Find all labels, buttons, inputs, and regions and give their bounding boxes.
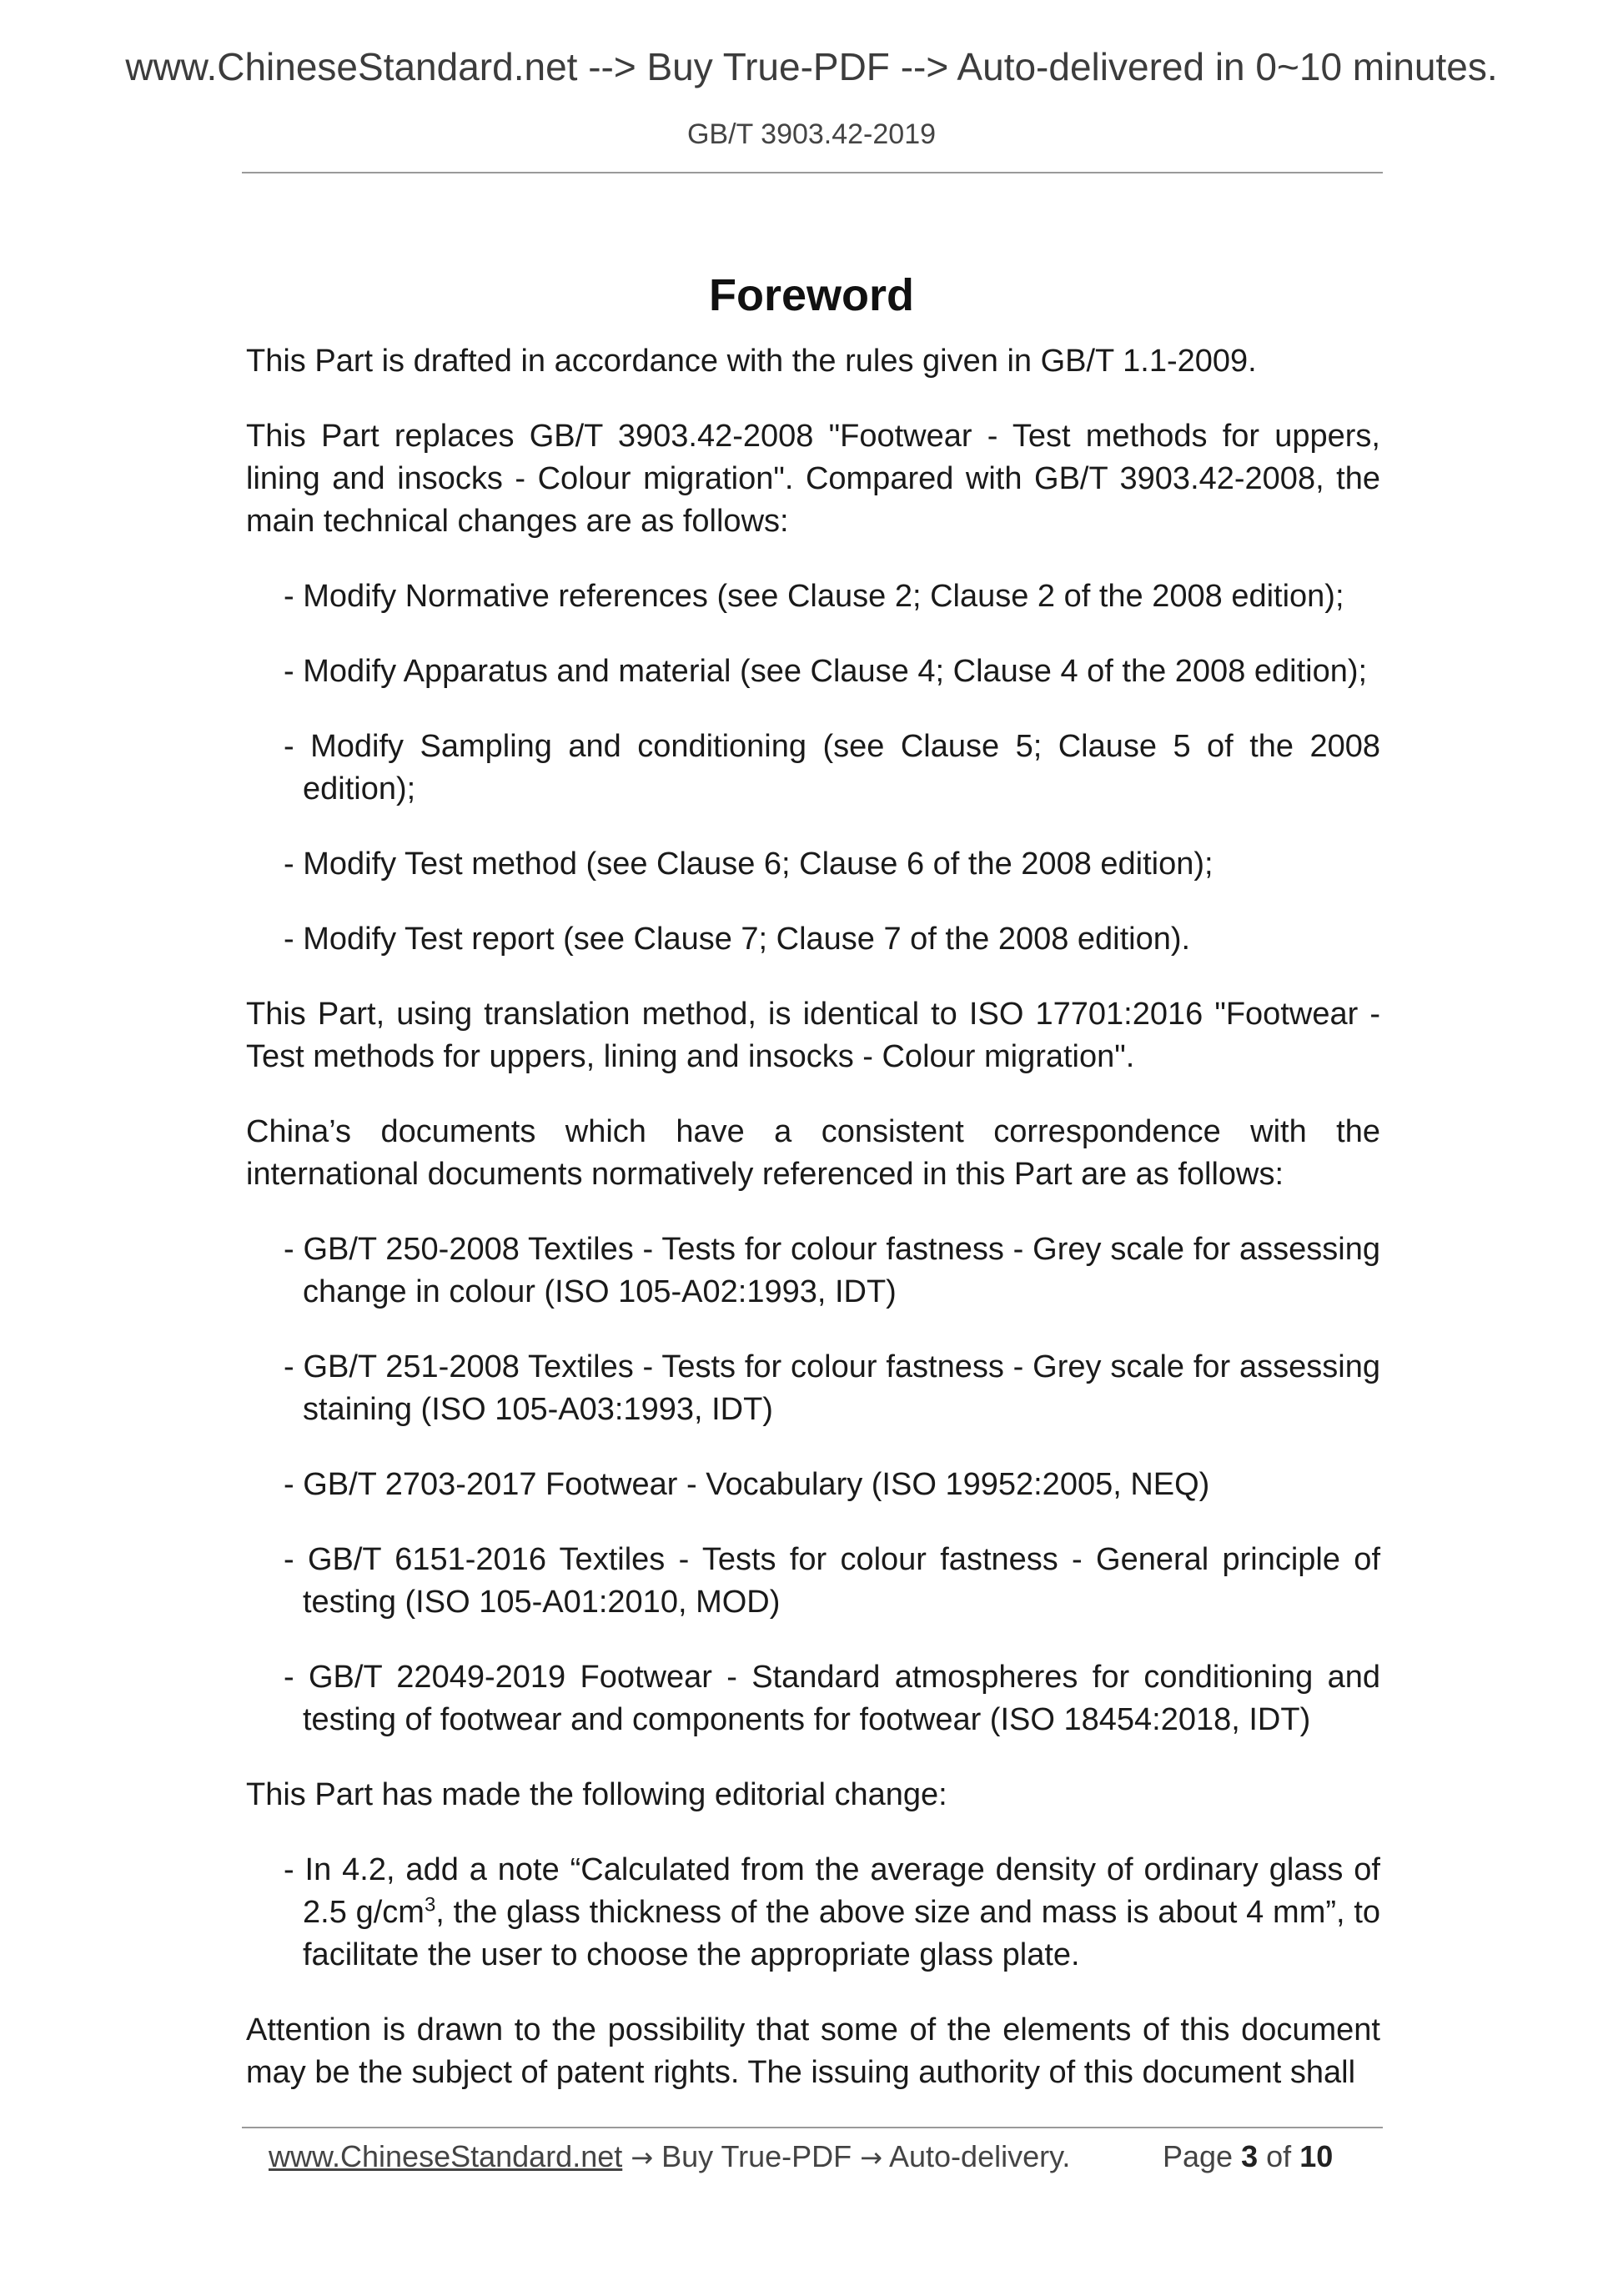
site-banner: www.ChineseStandard.net --> Buy True-PDF --> Auto-delivered in 0~10 minutes.	[125, 45, 1498, 88]
reference-item: - GB/T 250-2008 Textiles - Tests for colour fastness - Grey scale for assessing change in colour (ISO 105-A02:1993, IDT)	[284, 1232, 1380, 1309]
change-item: - Modify Apparatus and material (see Clause 4; Clause 4 of the 2008 edition);	[284, 654, 1368, 689]
editorial-text-start: - In 4.2, add a note “Calculated from the average density of ordinary glass of 2.5 g/cm	[284, 1852, 1380, 1930]
change-item: - Modify Test method (see Clause 6; Clause 6 of the 2008 edition);	[284, 847, 1213, 882]
drafting-paragraph: This Part is drafted in accordance with the rules given in GB/T 1.1-2009.	[246, 344, 1257, 379]
arrow-right-icon: →	[631, 2142, 654, 2173]
superscript-exponent: 3	[424, 1893, 436, 1917]
current-page: 3	[1241, 2139, 1259, 2173]
correspondence-paragraph: China’s documents which have a consistent correspondence with the international documents normatively referenced in this Part are as follows:	[246, 1114, 1380, 1192]
replacement-paragraph: This Part replaces GB/T 3903.42-2008 "Footwear - Test methods for uppers, lining and insocks - Colour migration". Compared with GB/T 3903.42-2008, the main technical changes are as follows:	[246, 419, 1380, 539]
patent-notice-paragraph: Attention is drawn to the possibility that some of the elements of this document may be the subject of patent rights. The issuing authority of this document shall	[246, 2012, 1380, 2090]
standard-code: GB/T 3903.42-2019	[686, 118, 937, 150]
page-number	[1163, 2138, 1333, 2176]
reference-item: - GB/T 22049-2019 Footwear - Standard atmospheres for conditioning and testing of footwear and components for footwear (ISO 18454:2018, IDT)	[284, 1660, 1380, 1737]
page-title: Foreword	[708, 270, 914, 321]
header-divider	[242, 172, 1383, 173]
identity-paragraph: This Part, using translation method, is identical to ISO 17701:2016 "Footwear - Test methods for uppers, lining and insocks - Colour migration".	[246, 997, 1380, 1074]
footer-divider	[242, 2127, 1383, 2128]
reference-item: - GB/T 6151-2016 Textiles - Tests for colour fastness - General principle of testing (ISO 105-A01:2010, MOD)	[284, 1542, 1380, 1620]
editorial-change-item	[284, 1849, 1380, 1977]
website-link[interactable]: www.ChineseStandard.net	[269, 2139, 623, 2173]
footer-links	[269, 2138, 1070, 2177]
editorial-text-end: , the glass thickness of the above size and mass is about 4 mm”, to facilitate the user to choose the appropriate glass plate.	[303, 1895, 1381, 1972]
reference-item: - GB/T 251-2008 Textiles - Tests for colour fastness - Grey scale for assessing staining (ISO 105-A03:1993, IDT)	[284, 1349, 1380, 1427]
change-item: - Modify Sampling and conditioning (see Clause 5; Clause 5 of the 2008 edition);	[284, 729, 1380, 806]
reference-item: - GB/T 2703-2017 Footwear - Vocabulary (ISO 19952:2005, NEQ)	[284, 1467, 1210, 1502]
change-item: - Modify Normative references (see Clause 2; Clause 2 of the 2008 edition);	[284, 579, 1344, 614]
auto-delivery-text: Auto-delivery.	[889, 2139, 1071, 2173]
total-pages: 10	[1299, 2139, 1334, 2173]
document-body	[246, 340, 1380, 2127]
arrow-right-icon: →	[860, 2142, 882, 2173]
page-of-label: of	[1266, 2139, 1292, 2173]
editorial-change-paragraph: This Part has made the following editorial change:	[246, 1777, 947, 1812]
change-item: - Modify Test report (see Clause 7; Clause 7 of the 2008 edition).	[284, 922, 1191, 957]
buy-pdf-text: Buy True-PDF	[661, 2139, 852, 2173]
page-label: Page	[1163, 2139, 1234, 2173]
